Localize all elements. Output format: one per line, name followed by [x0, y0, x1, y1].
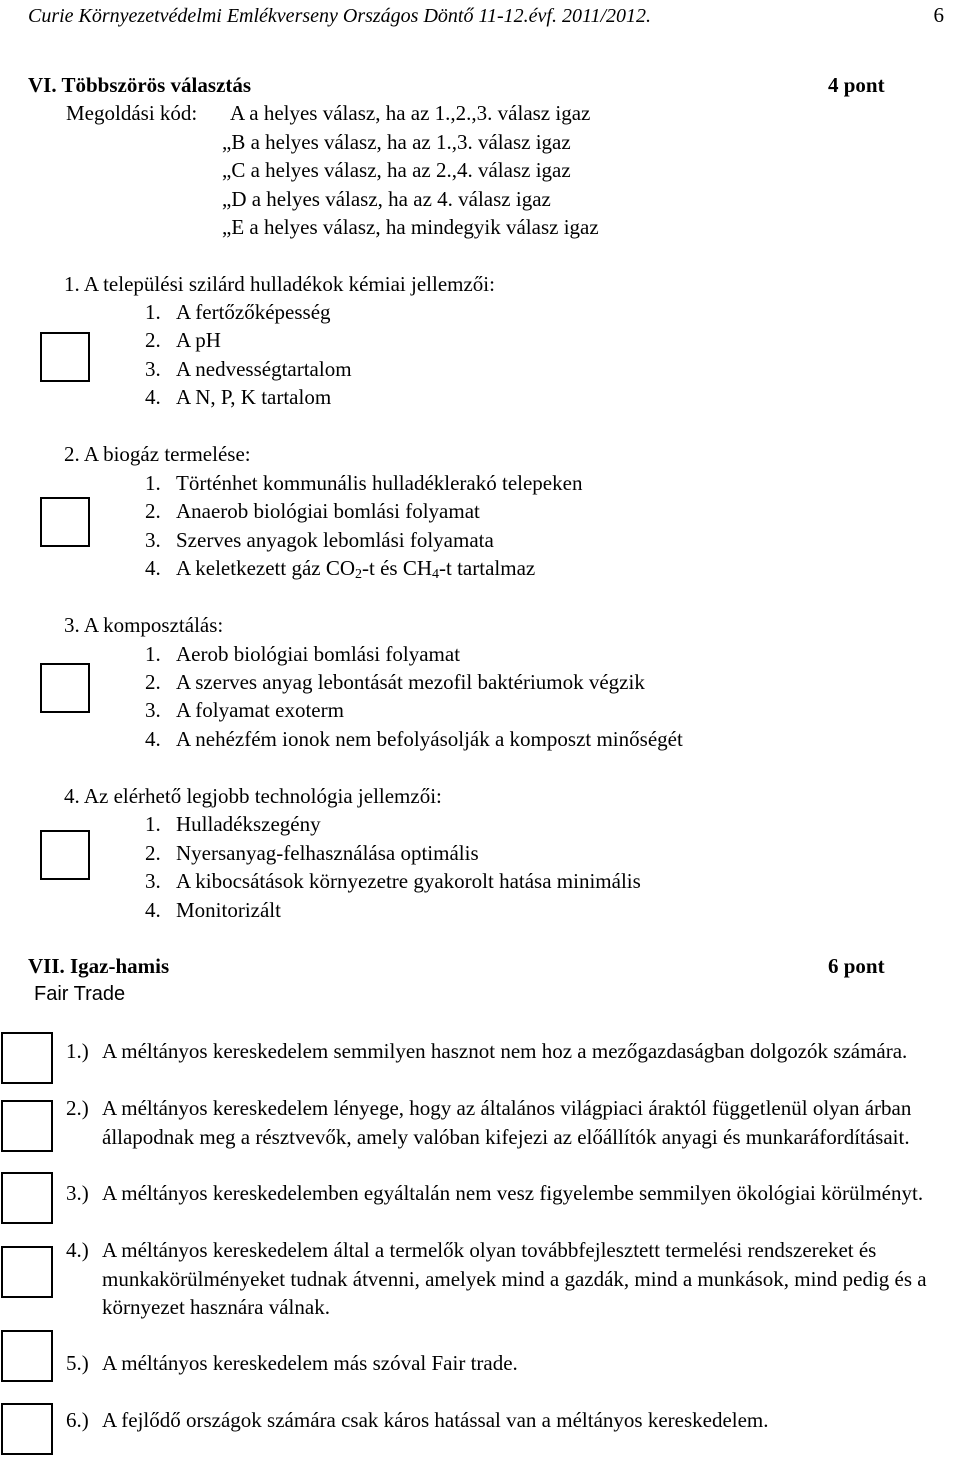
- question-2-title: 2. A biogáz termelése:: [64, 442, 251, 466]
- answer-code-a: A a helyes válasz, ha az 1.,2.,3. válasz igaz: [230, 101, 591, 125]
- q2-option-4: 4. A keletkezett gáz $CO_2-t$ és $CH_4-t$ tartalmaz: [145, 556, 536, 582]
- answer-code-c: „C a helyes válasz, ha az 2.,4. válasz igaz: [222, 158, 571, 182]
- section-points-vi: 4 pont: [828, 73, 885, 97]
- statement-1: 1.) A méltányos kereskedelem semmilyen hasznot nem hoz a mezőgazdaságban dolgozók számára.: [66, 1039, 908, 1063]
- q1-option-3: 3. A nedvességtartalom: [145, 357, 352, 381]
- answer-code-label: Megoldási kód:: [66, 101, 198, 125]
- q1-option-1: 1. A fertőzőképesség: [145, 300, 331, 324]
- section-title-vi: VI. Többszörös választás: [28, 73, 252, 97]
- question-4-title: 4. Az elérhető legjobb technológia jellemzői:: [64, 784, 442, 808]
- statement-5: 5.) A méltányos kereskedelem más szóval Fair trade.: [66, 1351, 518, 1375]
- answer-box-q2[interactable]: [40, 497, 90, 547]
- statement-2: 2.) A méltányos kereskedelem lényege, hogy az általános világpiaci áraktól függetlenül olyan árban állapodnak meg a résztvevők, amely valóban kifejezi az előállítók anyagi és munkaráfordításait.: [66, 1096, 912, 1149]
- tf-box-6[interactable]: [1, 1403, 53, 1455]
- q3-option-1: 1. Aerob biológiai bomlási folyamat: [145, 642, 461, 666]
- answer-box-q4[interactable]: [40, 830, 90, 880]
- question-1-title: 1. A települési szilárd hulladékok kémiai jellemzői:: [64, 272, 495, 296]
- section-subtitle: Fair Trade: [34, 983, 126, 1005]
- q3-option-2: 2. A szerves anyag lebontását mezofil baktériumok végzik: [145, 670, 645, 694]
- statement-3: 3.) A méltányos kereskedelemben egyáltalán nem vesz figyelembe semmilyen ökológiai körülményt.: [66, 1181, 924, 1205]
- question-3-title: 3. A komposztálás:: [64, 613, 224, 637]
- section-title-vii: VII. Igaz-hamis: [28, 954, 170, 978]
- q2-option-1: 1. Történhet kommunális hulladéklerakó telepeken: [145, 471, 583, 495]
- q4-option-3: 3. A kibocsátások környezetre gyakorolt hatása minimális: [145, 869, 641, 893]
- statement-4: 4.) A méltányos kereskedelem által a termelők olyan továbbfejlesztett termelési rendszereket és munkakörülményeket tudnak átvenni, amelyek mind a gazdák, mind a munkások, mind pedig és a környezet hasznára válnak.: [66, 1238, 927, 1319]
- q4-option-2: 2. Nyersanyag-felhasználása optimális: [145, 841, 479, 865]
- q4-option-4: 4. Monitorizált: [145, 898, 281, 922]
- q4-option-1: 1. Hulladékszegény: [145, 812, 321, 836]
- q3-option-4: 4. A nehézfém ionok nem befolyásolják a komposzt minőségét: [145, 727, 683, 751]
- statement-6: 6.) A fejlődő országok számára csak káros hatással van a méltányos kereskedelem.: [66, 1408, 769, 1432]
- section-points-vii: 6 pont: [828, 954, 885, 978]
- answer-box-q3[interactable]: [40, 663, 90, 713]
- answer-code-b: „B a helyes válasz, ha az 1.,3. válasz igaz: [222, 130, 571, 154]
- tf-box-5[interactable]: [1, 1330, 53, 1382]
- answer-code-d: „D a helyes válasz, ha az 4. válasz igaz: [222, 187, 551, 211]
- q1-option-2: 2. A pH: [145, 328, 221, 352]
- tf-box-1[interactable]: [1, 1032, 53, 1084]
- tf-box-3[interactable]: [1, 1172, 53, 1224]
- running-header: Curie Környezetvédelmi Emlékverseny Országos Döntő 11-12.évf. 2011/2012.: [28, 5, 652, 27]
- tf-box-4[interactable]: [1, 1246, 53, 1298]
- answer-box-q1[interactable]: [40, 332, 90, 382]
- q2-option-2: 2. Anaerob biológiai bomlási folyamat: [145, 499, 480, 523]
- q1-option-4: 4. A N, P, K tartalom: [145, 385, 332, 409]
- tf-box-2[interactable]: [1, 1100, 53, 1152]
- q2-option-3: 3. Szerves anyagok lebomlási folyamata: [145, 528, 494, 552]
- q3-option-3: 3. A folyamat exoterm: [145, 698, 344, 722]
- page-number: 6: [933, 3, 944, 27]
- answer-code-e: „E a helyes válasz, ha mindegyik válasz igaz: [222, 215, 599, 239]
